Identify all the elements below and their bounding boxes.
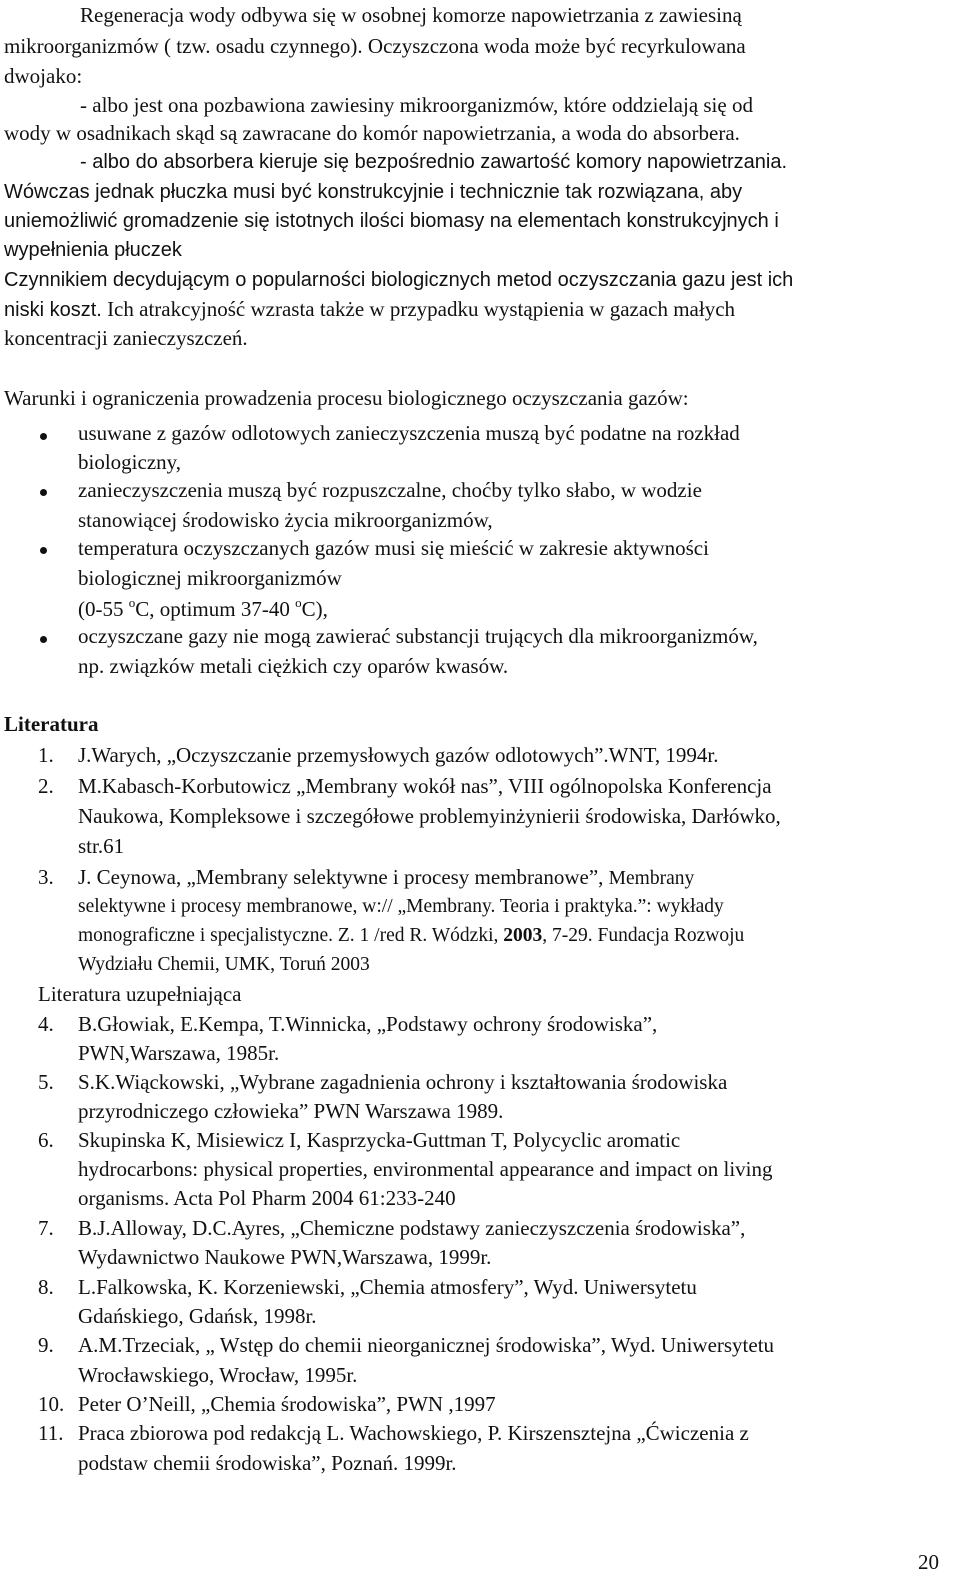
list-item: oczyszczane gazy nie mogą zawierać substancji trujących dla mikroorganizmów,	[78, 624, 758, 648]
list-item: np. związków metali ciężkich czy oparów kwasów.	[78, 654, 509, 678]
text-line: wody w osadnikach skąd są zawracane do komór napowietrzania, a woda do absorbera.	[4, 121, 740, 145]
text-span: , 7-29. Fundacja Rozwoju	[542, 925, 745, 946]
reference-line	[78, 921, 744, 951]
text-line: Regeneracja wody odbywa się w osobnej komorze napowietrzania z zawiesiną	[80, 3, 742, 27]
list-item: zanieczyszczenia muszą być rozpuszczalne, choćby tylko słabo, w wodzie	[78, 478, 702, 502]
text-line: koncentracji zanieczyszczeń.	[4, 326, 248, 350]
reference-line: Praca zbiorowa pod redakcją L. Wachowskiego, P. Kirszensztejna „Ćwiczenia z	[78, 1421, 749, 1445]
text-line: Wówczas jednak płuczka musi być konstrukcyjnie i technicznie tak rozwiązana, aby	[4, 181, 743, 203]
text-line: mikroorganizmów ( tzw. osadu czynnego). Oczyszczona woda może być recyrkulowana	[4, 34, 746, 58]
reference-line: Wrocławskiego, Wrocław, 1995r.	[78, 1363, 358, 1387]
ref-number: 1.	[38, 743, 54, 767]
text-line: dwojako:	[4, 64, 83, 88]
reference-line: selektywne i procesy membranowe, w:// „Membrany. Teoria i praktyka.”: wykłady	[78, 896, 724, 917]
reference-line: hydrocarbons: physical properties, environmental appearance and impact on living	[78, 1157, 773, 1181]
reference-line: L.Falkowska, K. Korzeniewski, „Chemia atmosfery”, Wyd. Uniwersytetu	[78, 1275, 697, 1299]
ref-number: 3.	[38, 865, 54, 889]
reference-line: PWN,Warszawa, 1985r.	[78, 1041, 280, 1065]
reference-line: Naukowa, Kompleksowe i szczegółowe problemyinżynierii środowiska, Darłówko,	[78, 804, 781, 828]
ref-number: 6.	[38, 1128, 54, 1152]
reference-line: Gdańskiego, Gdańsk, 1998r.	[78, 1304, 317, 1328]
subsection-heading: Literatura uzupełniająca	[38, 982, 242, 1006]
section-heading: Warunki i ograniczenia prowadzenia procesu biologicznego oczyszczania gazów:	[4, 386, 689, 410]
text-line: uniemożliwić gromadzenie się istotnych ilości biomasy na elementach konstrukcyjnych i	[4, 210, 779, 232]
text-line: wypełnienia płuczek	[4, 239, 182, 261]
text-line: - albo jest ona pozbawiona zawiesiny mikroorganizmów, które oddzielają się od	[80, 93, 753, 117]
reference-line: J.Warych, „Oczyszczanie przemysłowych gazów odlotowych”.WNT, 1994r.	[78, 743, 719, 767]
bullet-icon	[40, 433, 47, 440]
reference-line: M.Kabasch-Korbutowicz „Membrany wokół nas”, VIII ogólnopolska Konferencja	[78, 774, 772, 798]
list-item: biologiczny,	[78, 450, 182, 474]
bullet-icon	[40, 547, 47, 554]
list-item: biologicznej mikroorganizmów	[78, 566, 342, 590]
text-span: C, optimum 37-40	[135, 597, 296, 621]
reference-line: Wydziału Chemii, UMK, Toruń 2003	[78, 954, 370, 975]
ref-number: 5.	[38, 1070, 54, 1094]
list-item	[78, 594, 328, 624]
ref-number: 10.	[38, 1392, 65, 1416]
text-span: (0-55	[78, 597, 129, 621]
superscript: o	[128, 595, 136, 610]
reference-line: Wydawnictwo Naukowe PWN,Warszawa, 1999r.	[78, 1245, 492, 1269]
ref-number: 2.	[38, 774, 54, 798]
reference-line: podstaw chemii środowiska”, Poznań. 1999r.	[78, 1451, 457, 1475]
text-line: Czynnikiem decydującym o popularności biologicznych metod oczyszczania gazu jest ich	[4, 269, 794, 291]
ref-number: 4.	[38, 1012, 54, 1036]
list-item: usuwane z gazów odlotowych zanieczyszczenia muszą być podatne na rozkład	[78, 421, 740, 445]
reference-line: Skupinska K, Misiewicz I, Kasprzycka-Guttman T, Polycyclic aromatic	[78, 1128, 681, 1152]
text-span: J. Ceynowa, „Membrany selektywne i procesy membranowe”,	[78, 865, 609, 889]
reference-line: str.61	[78, 834, 125, 858]
ref-number: 11.	[38, 1421, 64, 1445]
text-span: monograficzne i specjalistyczne. Z. 1 /red R. Wódzki,	[78, 925, 504, 946]
page-number: 20	[918, 1550, 939, 1574]
ref-number: 7.	[38, 1216, 54, 1240]
reference-line: organisms. Acta Pol Pharm 2004 61:233-240	[78, 1186, 456, 1210]
list-item: stanowiącej środowisko życia mikroorganizmów,	[78, 508, 493, 532]
reference-line: S.K.Wiąckowski, „Wybrane zagadnienia ochrony i kształtowania środowiska	[78, 1070, 728, 1094]
ref-number: 8.	[38, 1275, 54, 1299]
text-line: - albo do absorbera kieruje się bezpośrednio zawartość komory napowietrzania.	[80, 151, 788, 173]
reference-line: B.J.Alloway, D.C.Ayres, „Chemiczne podstawy zanieczyszczenia środowiska”,	[78, 1216, 746, 1240]
text-span: 2003	[503, 925, 543, 946]
text-span: Membrany	[608, 868, 695, 889]
reference-line: przyrodniczego człowieka” PWN Warszawa 1989.	[78, 1099, 504, 1123]
text-line	[4, 294, 735, 324]
list-item: temperatura oczyszczanych gazów musi się mieścić w zakresie aktywności	[78, 536, 709, 560]
literature-heading: Literatura	[4, 712, 99, 736]
reference-line: A.M.Trzeciak, „ Wstęp do chemii nieorganicznej środowiska”, Wyd. Uniwersytetu	[78, 1333, 775, 1357]
bullet-icon	[40, 489, 47, 496]
reference-line: B.Głowiak, E.Kempa, T.Winnicka, „Podstawy ochrony środowiska”,	[78, 1012, 658, 1036]
text-span: C),	[301, 597, 328, 621]
ref-number: 9.	[38, 1333, 54, 1357]
superscript: o	[295, 595, 302, 610]
text-span: Ich atrakcyjność wzrasta także w przypadku wystąpienia w gazach małych	[101, 297, 736, 321]
reference-line	[78, 862, 694, 892]
bullet-icon	[40, 636, 47, 643]
text-span: niski koszt.	[4, 299, 102, 321]
reference-line: Peter O’Neill, „Chemia środowiska”, PWN ,1997	[78, 1392, 496, 1416]
